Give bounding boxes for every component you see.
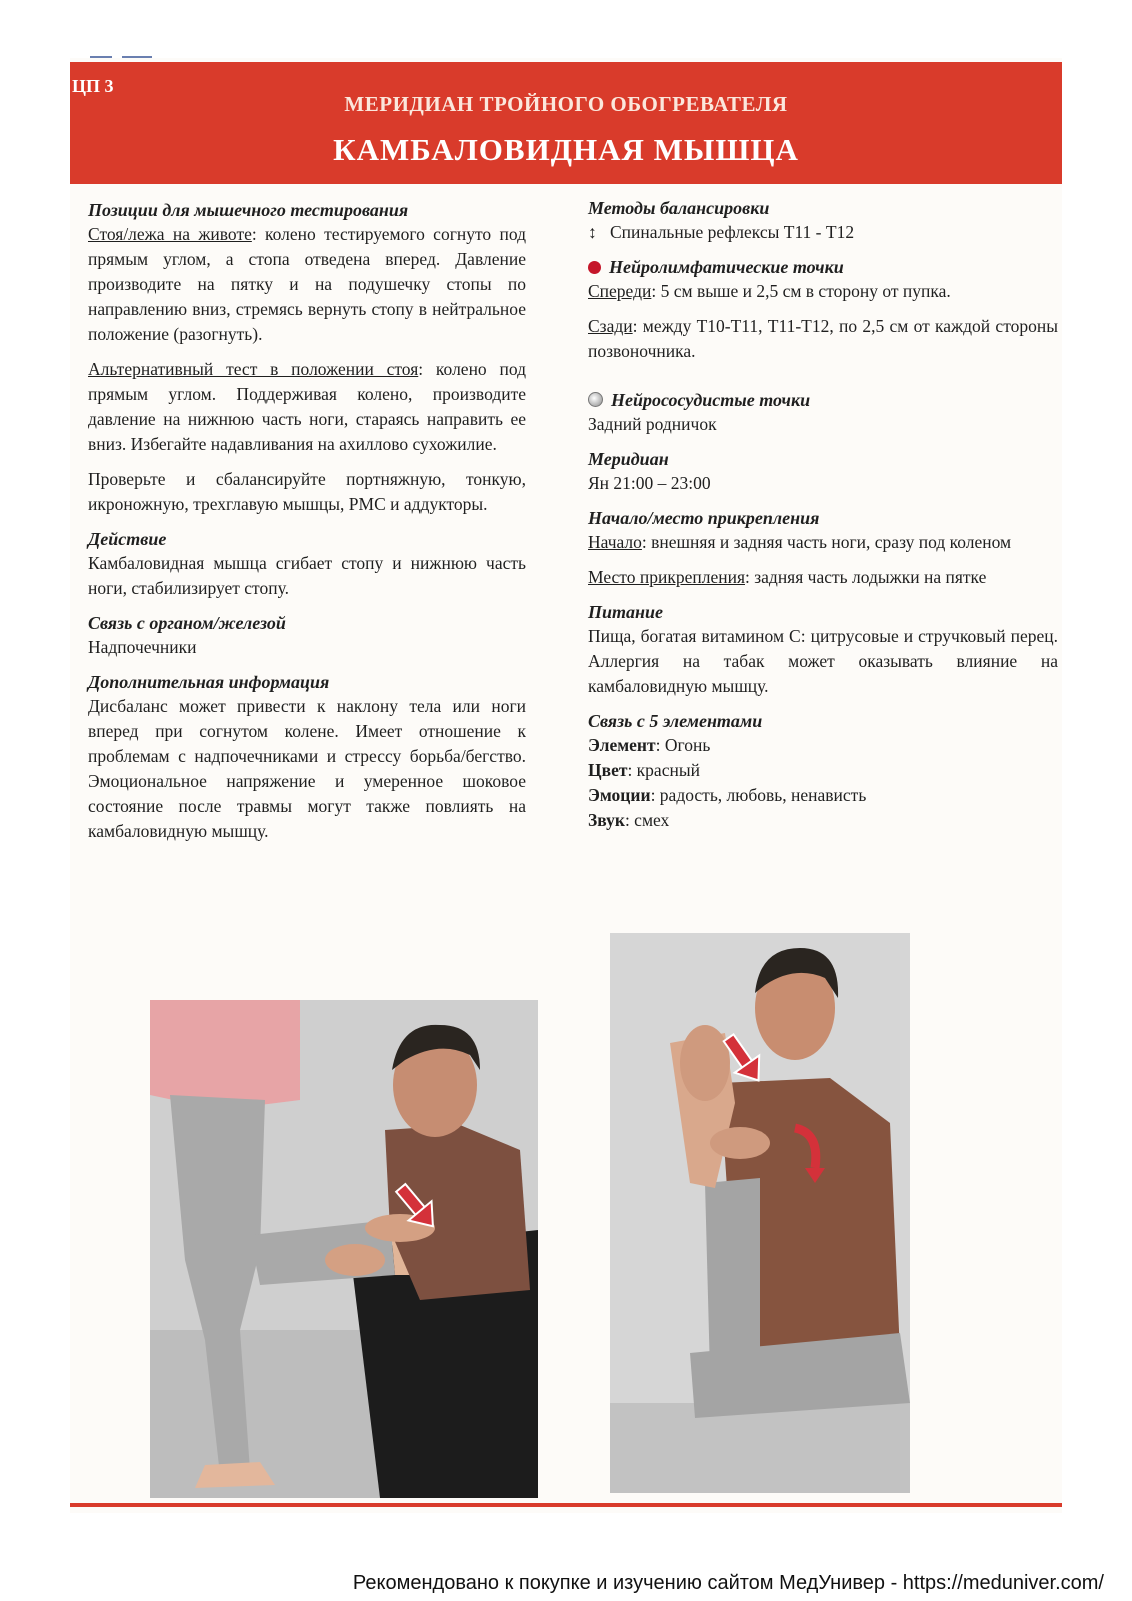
meridian-heading: Меридиан bbox=[588, 449, 669, 469]
emotions-label: Эмоции bbox=[588, 785, 651, 805]
sound-row bbox=[588, 808, 1058, 833]
color-label: Цвет bbox=[588, 760, 628, 780]
neurovascular-heading bbox=[588, 388, 1058, 412]
origin-start-text: : внешняя и задняя часть ноги, сразу под коленом bbox=[641, 532, 1012, 552]
action-text: Камбаловидная мышца сгибает стопу и нижнюю часть ноги, стабилизирует стопу. bbox=[88, 553, 526, 598]
neurolymph-heading bbox=[588, 255, 1058, 279]
header-subtitle: МЕРИДИАН ТРОЙНОГО ОБОГРЕВАТЕЛЯ bbox=[344, 92, 788, 116]
elements-heading: Связь с 5 элементами bbox=[588, 711, 763, 731]
methods-heading: Методы балансировки bbox=[588, 198, 770, 218]
spinal-reflexes-text: Спинальные рефлексы Т11 - Т12 bbox=[610, 222, 855, 242]
front-label: Спереди bbox=[588, 281, 652, 301]
meridian-text: Ян 21:00 – 23:00 bbox=[588, 473, 711, 493]
photo-standing-test bbox=[150, 1000, 538, 1498]
origin-heading: Начало/место прикрепления bbox=[588, 508, 820, 528]
color-value: : красный bbox=[627, 760, 700, 780]
element-label: Элемент bbox=[588, 735, 656, 755]
front-points bbox=[588, 279, 1058, 304]
page-header bbox=[70, 62, 1062, 184]
back-points bbox=[588, 314, 1058, 364]
origin-start-label: Начало bbox=[588, 532, 642, 552]
neurovascular-text: Задний родничок bbox=[588, 414, 717, 434]
element-row bbox=[588, 733, 1058, 758]
positions-p1-label: Стоя/лежа на животе bbox=[88, 224, 252, 244]
positions-paragraph-1 bbox=[88, 222, 526, 347]
element-value: : Огонь bbox=[655, 735, 711, 755]
chapter-code: ЦП 3 bbox=[72, 76, 114, 96]
neurovascular-heading-text: Нейрососудистые точки bbox=[611, 390, 811, 410]
positions-p1-text: : колено тестируемого согнуто под прямым углом, а стопа отведена вперед. Давление производите на пятку и на подушечку стопы по направлению вниз, стремясь вернуть стопу в нейтральное положение (разогнуть). bbox=[88, 224, 526, 344]
organ-text: Надпочечники bbox=[88, 637, 197, 657]
origin-attach-text: : задняя часть лодыжки на пятке bbox=[745, 567, 987, 587]
positions-heading: Позиции для мышечного тестирования bbox=[88, 200, 409, 220]
origin-attach bbox=[588, 565, 1058, 590]
positions-paragraph-2 bbox=[88, 357, 526, 457]
positions-p2-label: Альтернативный тест в положении стоя bbox=[88, 359, 419, 379]
photo-prone-test bbox=[610, 933, 910, 1493]
nutrition-text: Пища, богатая витамином С: цитрусовые и стручковый перец. Аллергия на табак может оказывать влияние на камбаловидную мышцу. bbox=[588, 626, 1058, 696]
emotions-value: : радость, любовь, ненависть bbox=[650, 785, 867, 805]
neurolymph-heading-text: Нейролимфатические точки bbox=[609, 257, 844, 277]
spinal-reflexes bbox=[588, 220, 1058, 245]
page-title: КАМБАЛОВИДНАЯ МЫШЦА bbox=[333, 132, 799, 167]
sound-label: Звук bbox=[588, 810, 625, 830]
extra-info-heading: Дополнительная информация bbox=[88, 672, 330, 692]
origin-start bbox=[588, 530, 1058, 555]
organ-heading: Связь с органом/железой bbox=[88, 613, 286, 633]
right-column bbox=[588, 196, 1058, 833]
positions-p2-text: : колено под прямым углом. Поддерживая колено, производите давление на нижнюю часть ноги, стараясь направить ее вниз. Избегайте надавливания на ахиллово сухожилие. bbox=[88, 359, 526, 454]
red-dot-icon bbox=[588, 261, 601, 274]
origin-attach-label: Место прикрепления bbox=[588, 567, 745, 587]
emotions-row bbox=[588, 783, 1058, 808]
grey-dot-icon bbox=[588, 392, 603, 407]
footer-rule bbox=[70, 1503, 1062, 1507]
back-text: : между Т10-Т11, Т11-Т12, по 2,5 см от каждой стороны позвоночника. bbox=[588, 316, 1058, 361]
front-text: : 5 см выше и 2,5 см в сторону от пупка. bbox=[651, 281, 951, 301]
extra-info-text: Дисбаланс может привести к наклону тела или ноги вперед при согнутом колене. Имеет отношение к проблемам с надпочечниками и стрессу борьба/бегство. Эмоциональное напряжение и умеренное шоковое состояние после травмы могут также повлиять на камбаловидную мышцу. bbox=[88, 696, 526, 841]
up-down-arrow-icon: ↕ bbox=[588, 222, 597, 242]
positions-paragraph-3: Проверьте и сбалансируйте портняжную, тонкую, икроножную, трехглавую мышцы, PMC и аддукторы. bbox=[88, 469, 526, 514]
nutrition-heading: Питание bbox=[588, 602, 664, 622]
sound-value: : смех bbox=[624, 810, 670, 830]
left-column bbox=[88, 198, 526, 854]
color-row bbox=[588, 758, 1058, 783]
watermark-text: Рекомендовано к покупке и изучению сайтом МедУнивер - https://meduniver.com/ bbox=[352, 1572, 1104, 1594]
back-label: Сзади bbox=[588, 316, 633, 336]
action-heading: Действие bbox=[88, 529, 167, 549]
